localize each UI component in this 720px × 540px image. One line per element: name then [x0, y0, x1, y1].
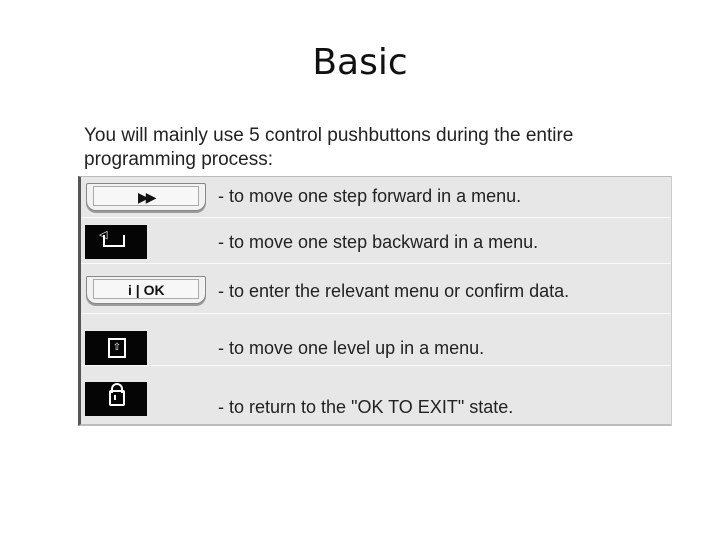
level-up-description: - to move one level up in a menu.	[218, 338, 485, 358]
ok-description: - to enter the relevant menu or confirm data.	[218, 281, 570, 301]
intro-line-1: You will mainly use 5 control pushbuttons during the entire	[84, 125, 574, 146]
back-description: - to move one step backward in a menu.	[218, 232, 539, 252]
table-row-forward	[81, 177, 671, 218]
back-arrow-shape	[103, 235, 125, 247]
exit-button[interactable]	[85, 382, 147, 416]
slide-title: Basic	[312, 42, 408, 83]
table-row-back	[81, 218, 671, 264]
table-row-ok	[81, 264, 671, 314]
exit-description: - to return to the "OK TO EXIT" state.	[218, 397, 514, 417]
forward-button-face	[93, 186, 199, 206]
pushbutton-table	[78, 176, 672, 426]
back-button[interactable]	[85, 225, 147, 259]
fast-forward-icon: ▶▶	[138, 189, 154, 205]
level-up-icon: ⇧	[108, 338, 126, 358]
lock-icon	[109, 390, 125, 406]
table-row-level-up	[81, 314, 671, 366]
intro-text	[84, 124, 684, 172]
lock-keyhole	[114, 395, 116, 400]
back-arrow-icon: ◁	[99, 229, 108, 241]
forward-description: - to move one step forward in a menu.	[218, 186, 522, 206]
level-up-button[interactable]	[85, 331, 147, 365]
forward-button[interactable]	[86, 183, 206, 211]
intro-line-2: programming process:	[84, 149, 274, 170]
ok-button-face	[93, 279, 199, 299]
info-ok-icon: i | OK	[128, 282, 165, 298]
ok-button[interactable]	[86, 276, 206, 304]
table-row-exit	[81, 366, 671, 424]
